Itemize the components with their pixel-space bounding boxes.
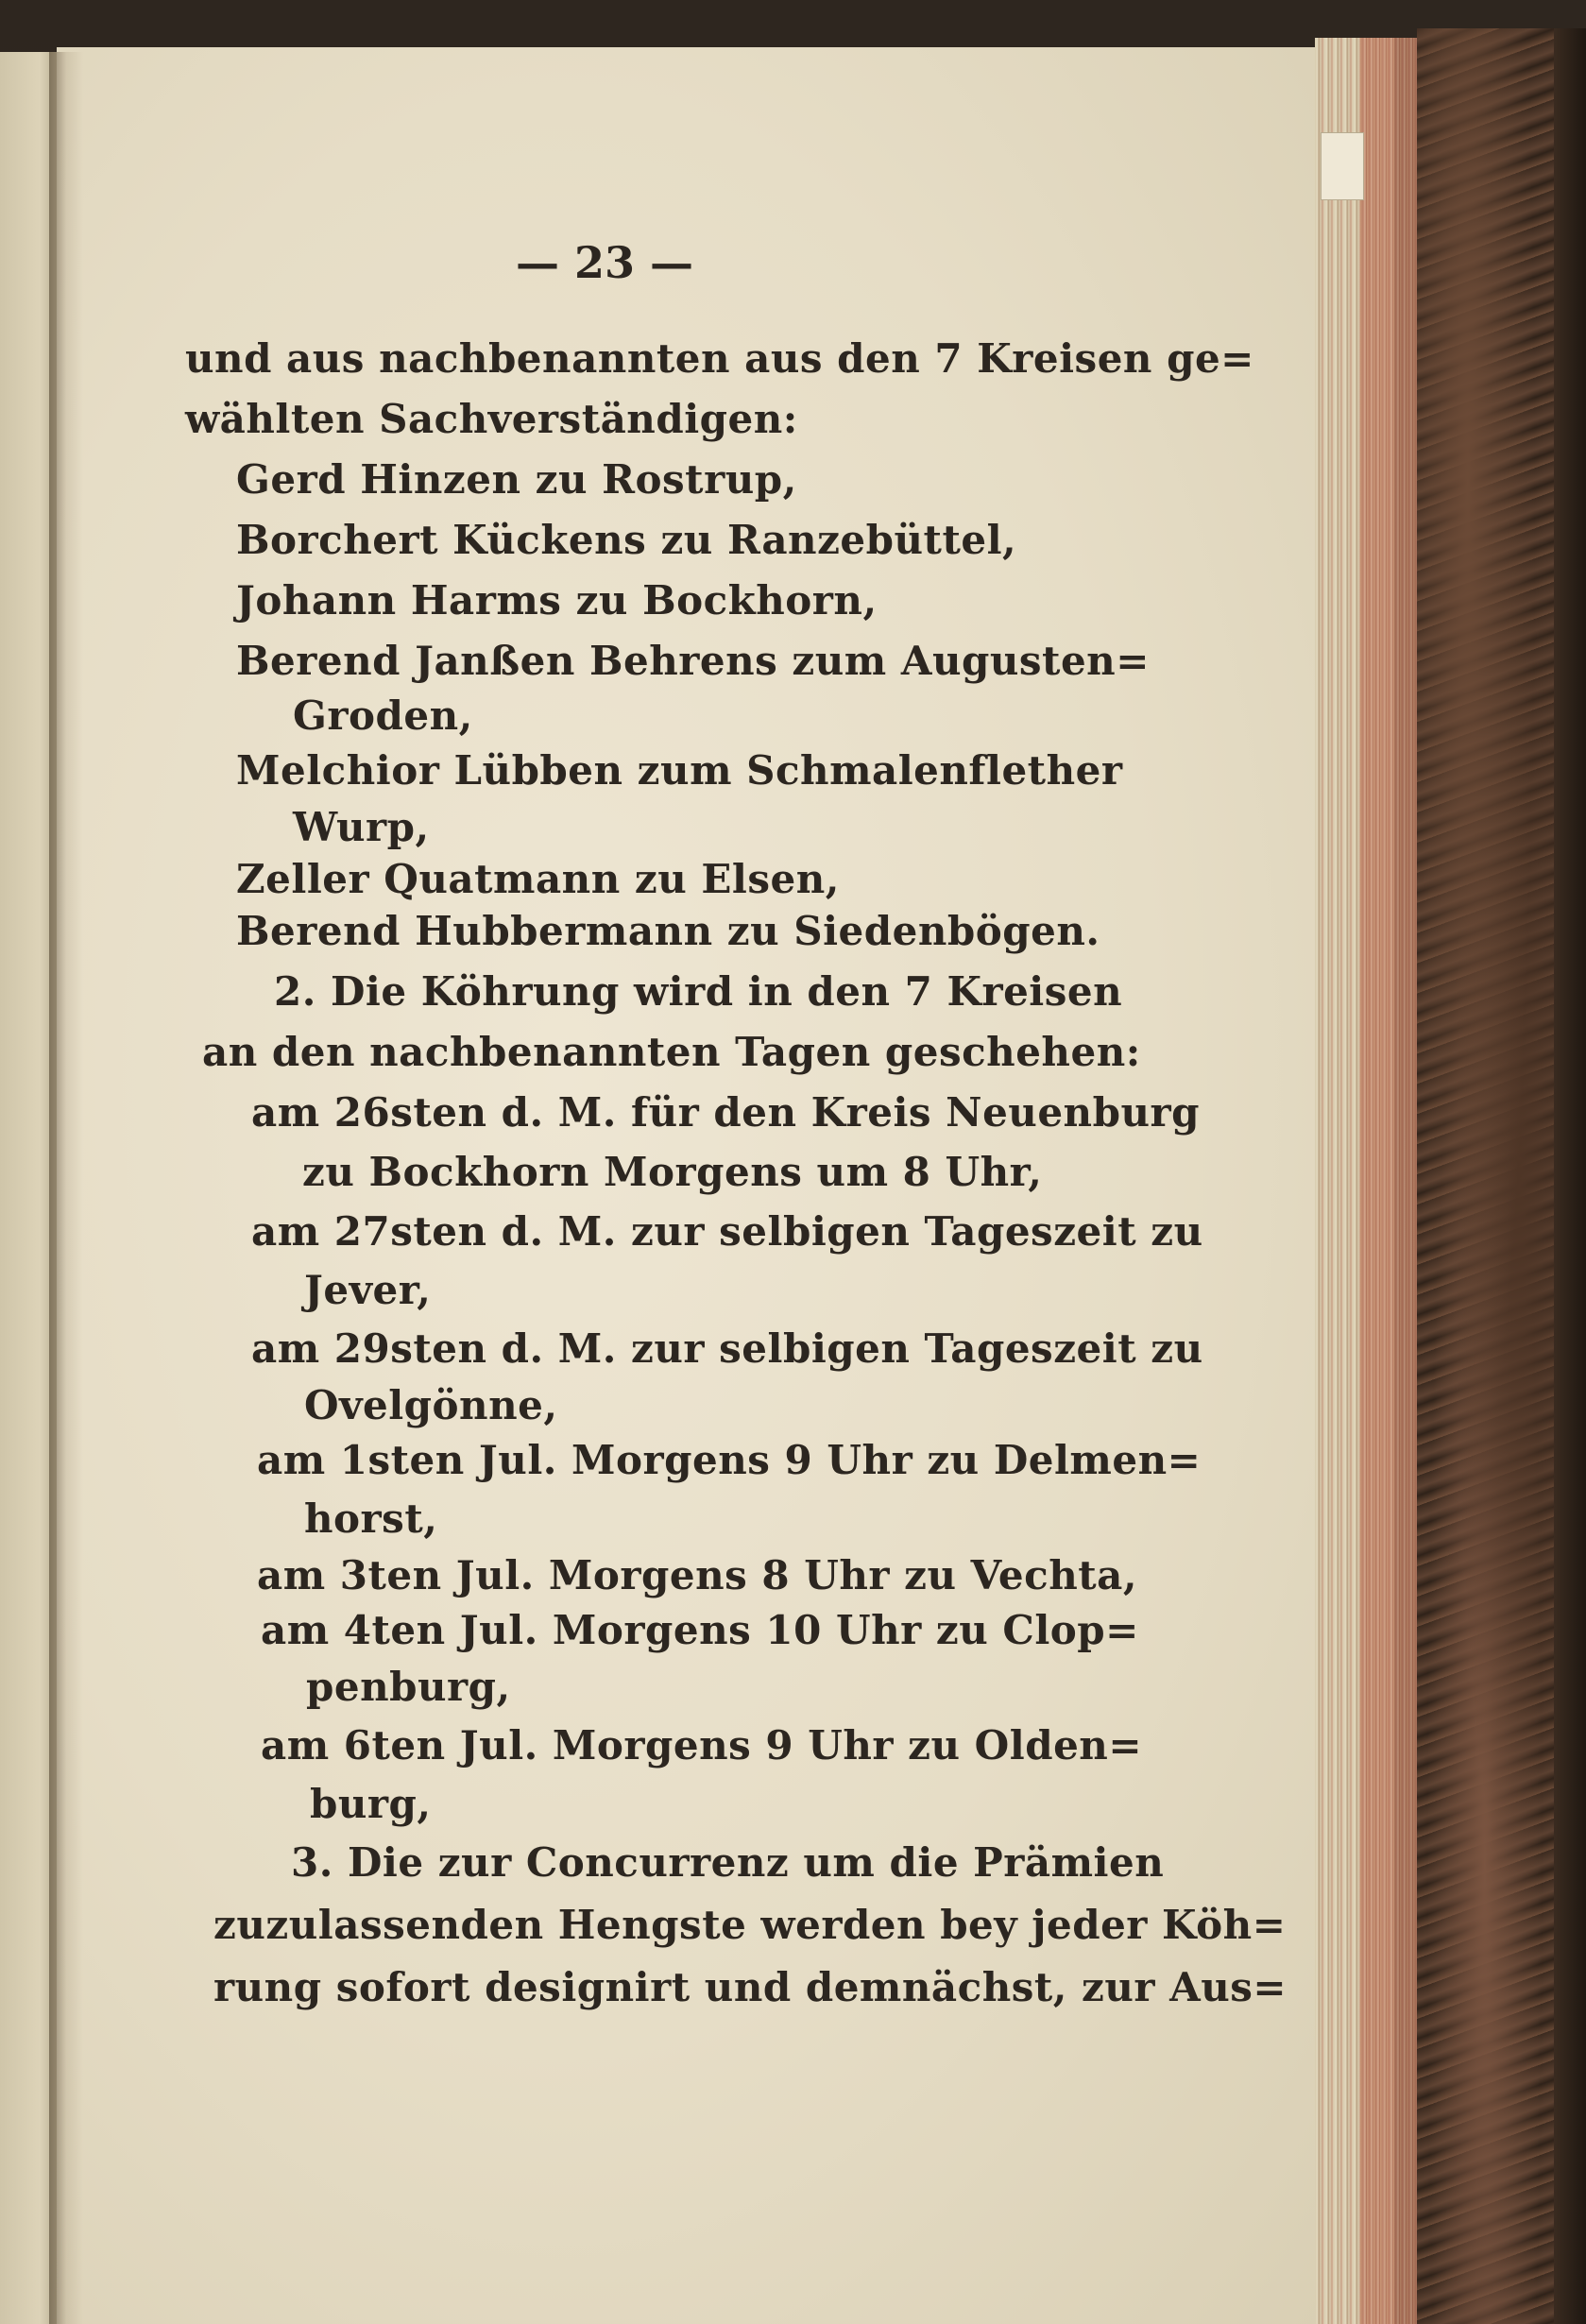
text-line: Gerd Hinzen zu Rostrup, — [236, 456, 797, 503]
text-line: an den nachbenannten Tagen geschehen: — [202, 1029, 1141, 1075]
text-line: Zeller Quatmann zu Elsen, — [236, 856, 840, 902]
text-line: am 6ten Jul. Morgens 9 Uhr zu Olden= — [261, 1722, 1143, 1769]
text-line: am 29sten d. M. zur selbigen Tageszeit zu — [251, 1325, 1203, 1372]
text-line: am 4ten Jul. Morgens 10 Uhr zu Clop= — [261, 1607, 1139, 1653]
text-line: zu Bockhorn Morgens um 8 Uhr, — [302, 1149, 1043, 1195]
text-line: am 26sten d. M. für den Kreis Neuenburg — [251, 1089, 1200, 1136]
text-line: horst, — [304, 1495, 438, 1542]
text-line: Wurp, — [293, 804, 430, 850]
text-line: burg, — [310, 1781, 432, 1827]
text-line: am 27sten d. M. zur selbigen Tageszeit zu — [251, 1208, 1203, 1255]
text-line: und aus nachbenannten aus den 7 Kreisen ge= — [185, 335, 1254, 382]
text-line: Johann Harms zu Bockhorn, — [236, 577, 878, 624]
text-line: penburg, — [306, 1664, 511, 1710]
text-line: rung sofort designirt und demnächst, zur Aus= — [213, 1964, 1288, 2010]
text-line: Jever, — [304, 1267, 432, 1313]
text-line: am 3ten Jul. Morgens 8 Uhr zu Vechta, — [257, 1552, 1137, 1598]
text-line: wählten Sachverständigen: — [185, 396, 798, 442]
text-line: Borchert Kückens zu Ranzebüttel, — [236, 517, 1017, 563]
text-line: Groden, — [293, 692, 473, 739]
text-line: Berend Janßen Behrens zum Augusten= — [236, 638, 1150, 684]
text-line: 3. Die zur Concurrenz um die Prämien — [291, 1839, 1165, 1886]
text-line: Melchior Lübben zum Schmalenflether — [236, 747, 1123, 794]
page-number-header: — 23 — — [515, 237, 694, 288]
text-line: zuzulassenden Hengste werden bey jeder Köh= — [213, 1902, 1287, 1948]
text-line: Berend Hubbermann zu Siedenbögen. — [236, 908, 1100, 954]
text-line: am 1sten Jul. Morgens 9 Uhr zu Delmen= — [257, 1437, 1202, 1483]
text-line: 2. Die Köhrung wird in den 7 Kreisen — [274, 968, 1123, 1015]
text-line: Ovelgönne, — [304, 1382, 558, 1428]
